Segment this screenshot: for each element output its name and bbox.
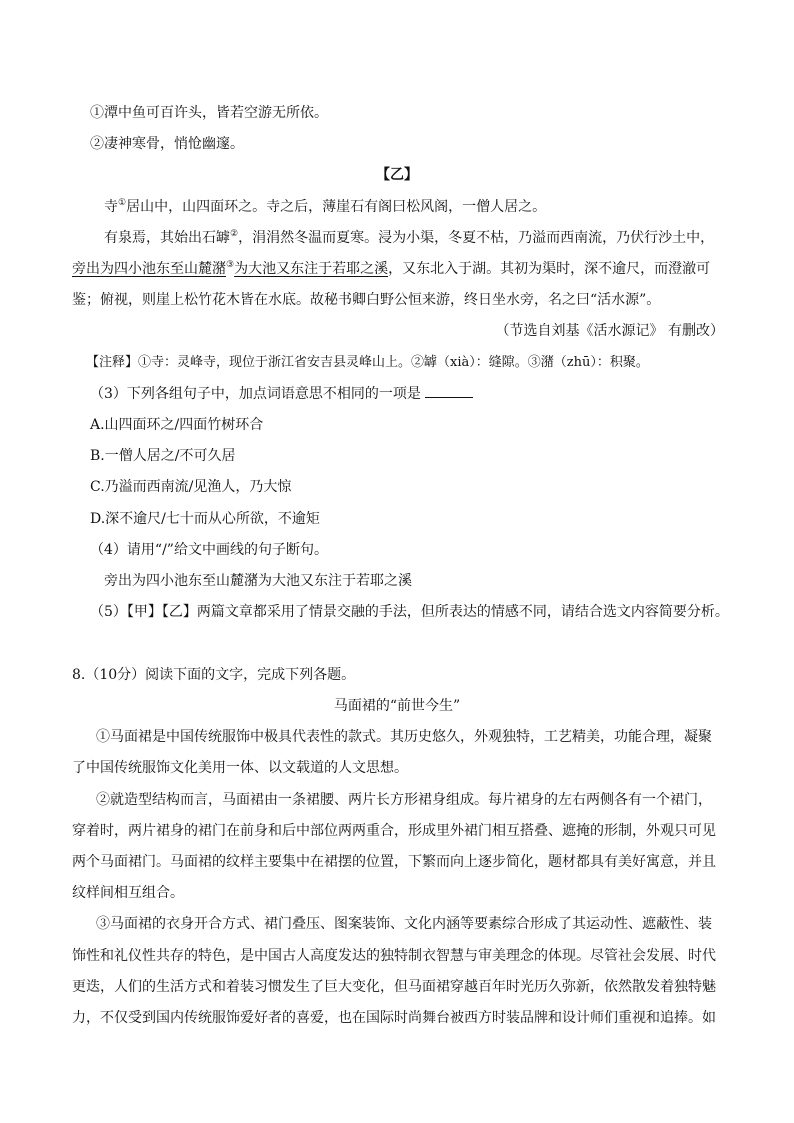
yi-paragraph-3 [72,260,710,278]
yi-p2-text-b: ，涓涓然冬温而夏寒。浸为小渠，冬夏不枯，乃溢而西南流，乃伏行沙土中， [238,230,715,246]
article-p1-line-1: ①马面裙是中国传统服饰中极具代表性的款式。其历史悠久，外观独特，工艺精美，功能合理，凝聚 [96,729,712,745]
note-marker-1: ① [118,198,127,208]
annotation-note: 【注释】①寺：灵峰寺，现位于浙江省安吉县灵峰山上。②罅（xià）：缝隙。③潴（zhū）：积聚。 [86,355,649,370]
option-d: D.深不逾尺/七十而从心所欲，不逾矩 [90,511,320,527]
question-5-stem: （5）【甲】【乙】两篇文章都采用了情景交融的手法，但所表达的情感不同，请结合选文内容简要分析。 [90,604,729,620]
question-3-stem [90,385,473,403]
article-p2-line-2: 穿着时，两片裙身的裙门在前身和后中部位两两重合，形成里外裙门相互搭叠、遮掩的形制，外观只可见 [72,823,716,839]
article-p2-line-3: 两个马面裙门。马面裙的纹样主要集中在裙摆的位置，下繁而向上逐步简化，题材都具有美好寓意，并且 [72,854,716,870]
answer-blank[interactable] [425,385,473,398]
poem-line-1: ①潭中鱼可百许头，皆若空游无所依。 [90,105,328,121]
article-p2-line-4: 纹样间相互组合。 [72,885,184,901]
note-marker-3: ③ [226,260,235,270]
option-a: A.山四面环之/四面竹树环合 [90,417,264,433]
option-b: B.一僧人居之/不可久居 [90,448,236,464]
article-title: 马面裙的“前世今生” [333,698,461,714]
option-c: C.乃溢而西南流/见渔人，乃大惊 [90,479,292,495]
article-p3-line-4: 力，不仅受到国内传统服饰爱好者的喜爱，也在国际时尚舞台被西方时装品牌和设计师们重视和追捧。如 [72,1010,716,1026]
yi-p1-text-b: 居山中，山四面环之。寺之后，薄崖石有阁曰松风阁，一僧人居之。 [126,199,547,215]
underlined-sentence-part-2: 为大池又东注于若耶之溪 [234,261,389,277]
question-8-stem: 8.（10分）阅读下面的文字，完成下列各题。 [72,667,356,683]
poem-line-2: ②凄神寒骨，悄怆幽邃。 [90,136,244,152]
article-p3-line-1: ③马面裙的衣身开合方式、裙门叠压、图案装饰、文化内涵等要素综合形成了其运动性、遮蔽性、装 [96,916,712,932]
article-p1-line-2: 了中国传统服饰文化美用一体、以文载道的人文思想。 [72,760,408,776]
question-4-stem: （4）请用“/”给文中画线的句子断句。 [90,542,328,558]
underlined-sentence-part-1: 旁出为四小池东至山麓潴 [72,261,226,277]
note-marker-2: ② [230,229,239,239]
yi-paragraph-2 [104,229,714,247]
source-citation: （节选自刘基《活水源记》 有删改） [495,323,724,339]
yi-p2-text-a: 有泉焉，其始出石罅 [104,230,230,246]
yi-p1-text-a: 寺 [104,199,118,215]
question-4-sentence: 旁出为四小池东至山麓潴为大池又东注于若耶之溪 [104,573,412,589]
yi-paragraph-4: 鉴；俯视，则崖上松竹花木皆在水底。故秘书卿白野公恒来游，终日坐水旁，名之曰“活水源”。 [72,292,661,308]
article-p3-line-3: 更迭，人们的生活方式和着装习惯发生了巨大变化，但马面裙穿越百年时光历久弥新，依然散发着独特魅 [72,979,716,995]
article-p2-line-1: ②就造型结构而言，马面裙由一条裙腰、两片长方形裙身组成。每片裙身的左右两侧各有一个裙门， [96,792,712,808]
article-p3-line-2: 饰性和礼仪性共存的特色，是中国古人高度发达的独特制衣智慧与审美理念的体现。尽管社会发展、时代 [72,948,716,964]
yi-p3-rest: ，又东北入于湖。其初为渠时，深不逾尺，而澄澈可 [388,261,711,277]
section-yi-title: 【乙】 [376,167,418,183]
question-3-text: （3）下列各组句子中，加点词语意思不相同的一项是 [90,386,421,402]
yi-paragraph-1 [104,198,546,216]
